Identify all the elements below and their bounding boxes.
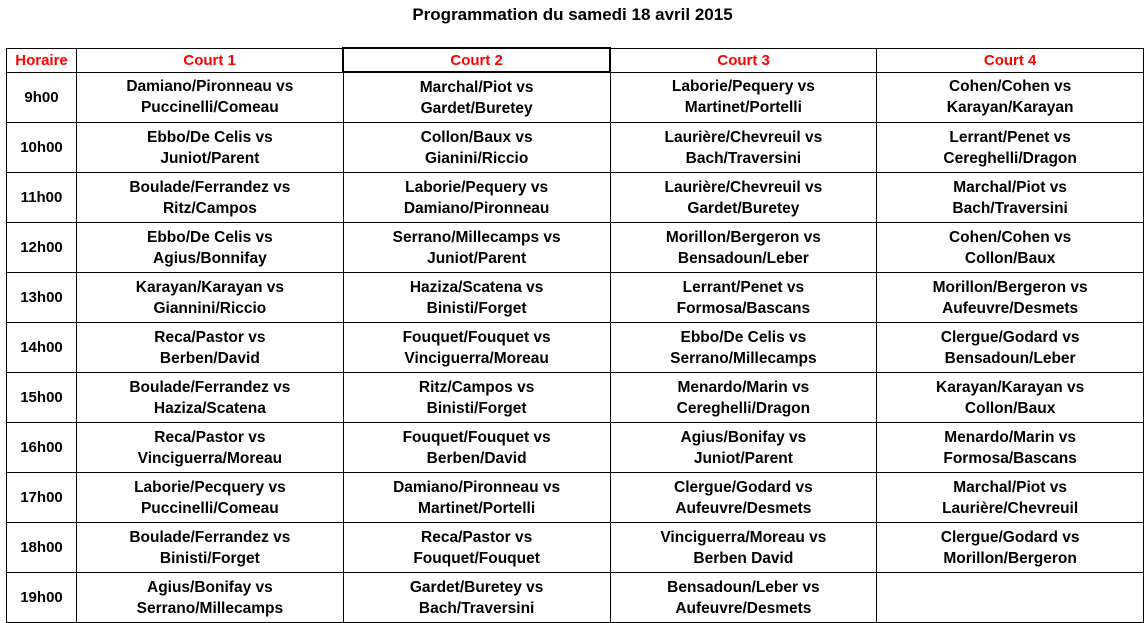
match-line-home: Karayan/Karayan vs <box>135 278 284 296</box>
match-cell-court-1[interactable] <box>77 72 344 123</box>
header-row <box>7 48 1144 72</box>
time-cell[interactable]: 9h00 <box>7 72 77 123</box>
match-line-away: Binisti/Forget <box>159 549 260 567</box>
table-row <box>7 573 1144 623</box>
match-line-away: Morillon/Bergeron <box>943 549 1077 567</box>
match-line-away: Bach/Traversini <box>685 149 802 167</box>
match-cell-court-2[interactable] <box>343 123 610 173</box>
match-cell-court-1[interactable] <box>77 373 344 423</box>
match-line-home: Clergue/Godard vs <box>674 478 813 496</box>
match-line-home: Laborie/Pequery vs <box>671 78 815 96</box>
match-cell-court-2[interactable] <box>343 423 610 473</box>
match-cell-court-2[interactable] <box>343 173 610 223</box>
match-line-home: Cohen/Cohen vs <box>948 78 1072 96</box>
match-cell-court-1[interactable] <box>77 173 344 223</box>
match-cell-court-4[interactable] <box>877 273 1144 323</box>
match-line-away: Bensadoun/Leber <box>944 349 1076 367</box>
match-line-away: Cereghelli/Dragon <box>676 399 811 417</box>
match-line-away: Collon/Baux <box>964 249 1056 267</box>
match-cell-court-3[interactable] <box>610 323 877 373</box>
match-cell-court-3[interactable] <box>610 72 877 123</box>
match-line-away: Ritz/Campos <box>162 199 257 217</box>
match-line-away: Berben/David <box>159 349 260 367</box>
match-line-home: Morillon/Bergeron vs <box>932 278 1088 296</box>
time-cell[interactable]: 11h00 <box>7 173 77 223</box>
time-cell[interactable]: 17h00 <box>7 473 77 523</box>
header-court-2[interactable]: Court 2 <box>343 48 610 72</box>
match-cell-court-2[interactable] <box>343 473 610 523</box>
match-line-away: Gardet/Buretey <box>687 199 800 217</box>
match-line-away: Puccinelli/Comeau <box>140 99 279 117</box>
match-line-away: Vinciguerra/Moreau <box>404 349 549 367</box>
match-line-home: Marchal/Piot vs <box>419 78 534 96</box>
match-cell-court-1[interactable] <box>77 273 344 323</box>
match-line-home: Damiano/Pironneau vs <box>126 78 294 96</box>
match-line-home: Boulade/Ferrandez vs <box>129 178 291 196</box>
match-cell-court-3[interactable] <box>610 223 877 273</box>
match-cell-court-1[interactable] <box>77 523 344 573</box>
match-cell-court-4[interactable] <box>877 173 1144 223</box>
match-line-away: Martinet/Portelli <box>684 99 802 117</box>
match-line-away: Berben David <box>693 549 794 567</box>
match-line-home: Damiano/Pironneau vs <box>393 478 561 496</box>
match-line-home: Fouquet/Fouquet vs <box>402 428 551 446</box>
table-row <box>7 523 1144 573</box>
match-cell-court-2[interactable] <box>343 273 610 323</box>
match-line-home: Vinciguerra/Moreau vs <box>660 528 827 546</box>
match-line-away: Juniot/Parent <box>693 449 793 467</box>
table-row <box>7 223 1144 273</box>
table-row <box>7 373 1144 423</box>
match-line-home: Karayan/Karayan vs <box>936 378 1085 396</box>
match-line-away: Serrano/Millecamps <box>136 599 284 617</box>
match-line-home: Menardo/Marin vs <box>677 378 810 396</box>
match-line-home: Ritz/Campos vs <box>418 378 535 396</box>
match-line-away: Binisti/Forget <box>426 299 527 317</box>
match-line-away: Haziza/Scatena <box>153 399 266 417</box>
match-line-away: Bensadoun/Leber <box>677 249 809 267</box>
match-cell-court-2[interactable] <box>343 573 610 623</box>
match-line-away: Serrano/Millecamps <box>670 349 817 367</box>
match-line-home: Lerrant/Penet vs <box>949 128 1071 146</box>
match-line-home: Fouquet/Fouquet vs <box>402 328 551 346</box>
match-line-away: Vinciguerra/Moreau <box>137 449 283 467</box>
match-cell-court-1[interactable] <box>77 123 344 173</box>
match-line-home: Lerrant/Penet vs <box>682 278 805 296</box>
match-line-home: Laurière/Chevreuil vs <box>664 178 823 196</box>
match-cell-court-3[interactable] <box>610 173 877 223</box>
match-cell-court-4[interactable] <box>877 323 1144 373</box>
time-cell[interactable]: 18h00 <box>7 523 77 573</box>
match-line-away: Formosa/Bascans <box>943 449 1077 467</box>
match-line-home: Boulade/Ferrandez vs <box>129 378 291 396</box>
match-line-home: Ebbo/De Celis vs <box>146 228 273 246</box>
match-line-home: Agius/Bonifay vs <box>147 578 273 596</box>
match-line-away: Fouquet/Fouquet <box>413 549 540 567</box>
match-line-away: Bach/Traversini <box>418 599 535 617</box>
header-court-3[interactable]: Court 3 <box>610 48 877 72</box>
time-cell[interactable]: 10h00 <box>7 123 77 173</box>
match-cell-court-1[interactable] <box>77 573 344 623</box>
match-line-away: Berben/David <box>426 449 527 467</box>
match-line-home: Menardo/Marin vs <box>944 428 1077 446</box>
match-line-home: Marchal/Piot vs <box>953 478 1067 496</box>
table-row <box>7 72 1144 123</box>
match-cell-court-4[interactable] <box>877 223 1144 273</box>
match-cell-court-4[interactable] <box>877 523 1144 573</box>
match-cell-court-1[interactable] <box>77 473 344 523</box>
match-line-home: Boulade/Ferrandez vs <box>129 528 291 546</box>
match-line-home: Reca/Pastor vs <box>154 328 266 346</box>
table-row <box>7 473 1144 523</box>
match-line-home: Reca/Pastor vs <box>421 528 533 546</box>
table-row <box>7 323 1144 373</box>
match-cell-court-3[interactable] <box>610 423 877 473</box>
match-cell-court-2[interactable] <box>343 72 610 123</box>
match-line-home: Collon/Baux vs <box>420 128 533 146</box>
match-cell-court-4[interactable] <box>877 473 1144 523</box>
match-line-away: Giannini/Riccio <box>153 299 267 317</box>
match-cell-court-4[interactable] <box>877 373 1144 423</box>
match-line-away: Gardet/Buretey <box>420 99 533 117</box>
match-line-away: Bach/Traversini <box>952 199 1068 217</box>
match-line-home: Haziza/Scatena vs <box>409 278 544 296</box>
match-cell-court-4[interactable] <box>877 573 1144 623</box>
match-line-away: Juniot/Parent <box>427 249 527 267</box>
match-line-home: Reca/Pastor vs <box>154 428 266 446</box>
header-court-1[interactable]: Court 1 <box>77 48 344 72</box>
match-cell-court-4[interactable] <box>877 123 1144 173</box>
time-cell[interactable]: 12h00 <box>7 223 77 273</box>
match-line-away: Collon/Baux <box>964 399 1056 417</box>
match-line-home: Ebbo/De Celis vs <box>146 128 273 146</box>
match-line-home: Bensadoun/Leber vs <box>667 578 820 596</box>
match-line-away: Agius/Bonnifay <box>153 249 267 267</box>
time-cell[interactable]: 13h00 <box>7 273 77 323</box>
match-cell-court-3[interactable] <box>610 373 877 423</box>
header-time[interactable]: Horaire <box>7 48 77 72</box>
table-row <box>7 423 1144 473</box>
match-cell-court-1[interactable] <box>77 423 344 473</box>
match-line-home: Ebbo/De Celis vs <box>680 328 807 346</box>
time-cell[interactable]: 16h00 <box>7 423 77 473</box>
schedule-table <box>6 47 1144 623</box>
match-line-home: Clergue/Godard vs <box>940 528 1080 546</box>
match-line-home: Marchal/Piot vs <box>953 178 1067 196</box>
table-row <box>7 123 1144 173</box>
page-title: Programmation du samedi 18 avril 2015 <box>412 5 733 24</box>
match-cell-court-2[interactable] <box>343 523 610 573</box>
match-cell-court-1[interactable] <box>77 223 344 273</box>
match-line-away: Puccinelli/Comeau <box>140 499 279 517</box>
match-line-away: Laurière/Chevreuil <box>942 499 1079 517</box>
match-line-away: Juniot/Parent <box>160 149 260 167</box>
match-line-away: Aufeuvre/Desmets <box>675 599 812 617</box>
time-cell[interactable]: 15h00 <box>7 373 77 423</box>
match-cell-court-2[interactable] <box>343 223 610 273</box>
match-line-home: Agius/Bonifay vs <box>680 428 807 446</box>
table-row <box>7 273 1144 323</box>
match-line-away: Cereghelli/Dragon <box>943 149 1077 167</box>
match-cell-court-3[interactable] <box>610 273 877 323</box>
match-line-away: Martinet/Portelli <box>418 499 536 517</box>
table-row <box>7 173 1144 223</box>
match-cell-court-3[interactable] <box>610 123 877 173</box>
match-line-home: Serrano/Millecamps vs <box>392 228 561 246</box>
match-line-home: Laborie/Pequery vs <box>405 178 549 196</box>
match-cell-court-2[interactable] <box>343 373 610 423</box>
match-line-home: Laborie/Pecquery vs <box>134 478 286 496</box>
match-line-away: Gianini/Riccio <box>424 149 529 167</box>
match-line-away: Aufeuvre/Desmets <box>942 299 1079 317</box>
match-line-home: Morillon/Bergeron vs <box>665 228 821 246</box>
match-line-away: Karayan/Karayan <box>946 99 1074 117</box>
match-line-away: Binisti/Forget <box>426 399 527 417</box>
match-line-home: Gardet/Buretey vs <box>409 578 544 596</box>
match-cell-court-1[interactable] <box>77 323 344 373</box>
match-cell-court-3[interactable] <box>610 523 877 573</box>
match-cell-court-2[interactable] <box>343 323 610 373</box>
match-cell-court-3[interactable] <box>610 573 877 623</box>
match-cell-court-3[interactable] <box>610 473 877 523</box>
match-line-away: Formosa/Bascans <box>676 299 811 317</box>
match-line-away: Aufeuvre/Desmets <box>675 499 812 517</box>
match-line-home: Cohen/Cohen vs <box>948 228 1072 246</box>
match-line-home: Clergue/Godard vs <box>940 328 1080 346</box>
match-cell-court-4[interactable] <box>877 423 1144 473</box>
time-cell[interactable]: 14h00 <box>7 323 77 373</box>
match-cell-court-4[interactable] <box>877 72 1144 123</box>
match-line-home: Laurière/Chevreuil vs <box>664 128 823 146</box>
time-cell[interactable]: 19h00 <box>7 573 77 623</box>
header-court-4[interactable]: Court 4 <box>877 48 1144 72</box>
match-line-away: Damiano/Pironneau <box>403 199 550 217</box>
